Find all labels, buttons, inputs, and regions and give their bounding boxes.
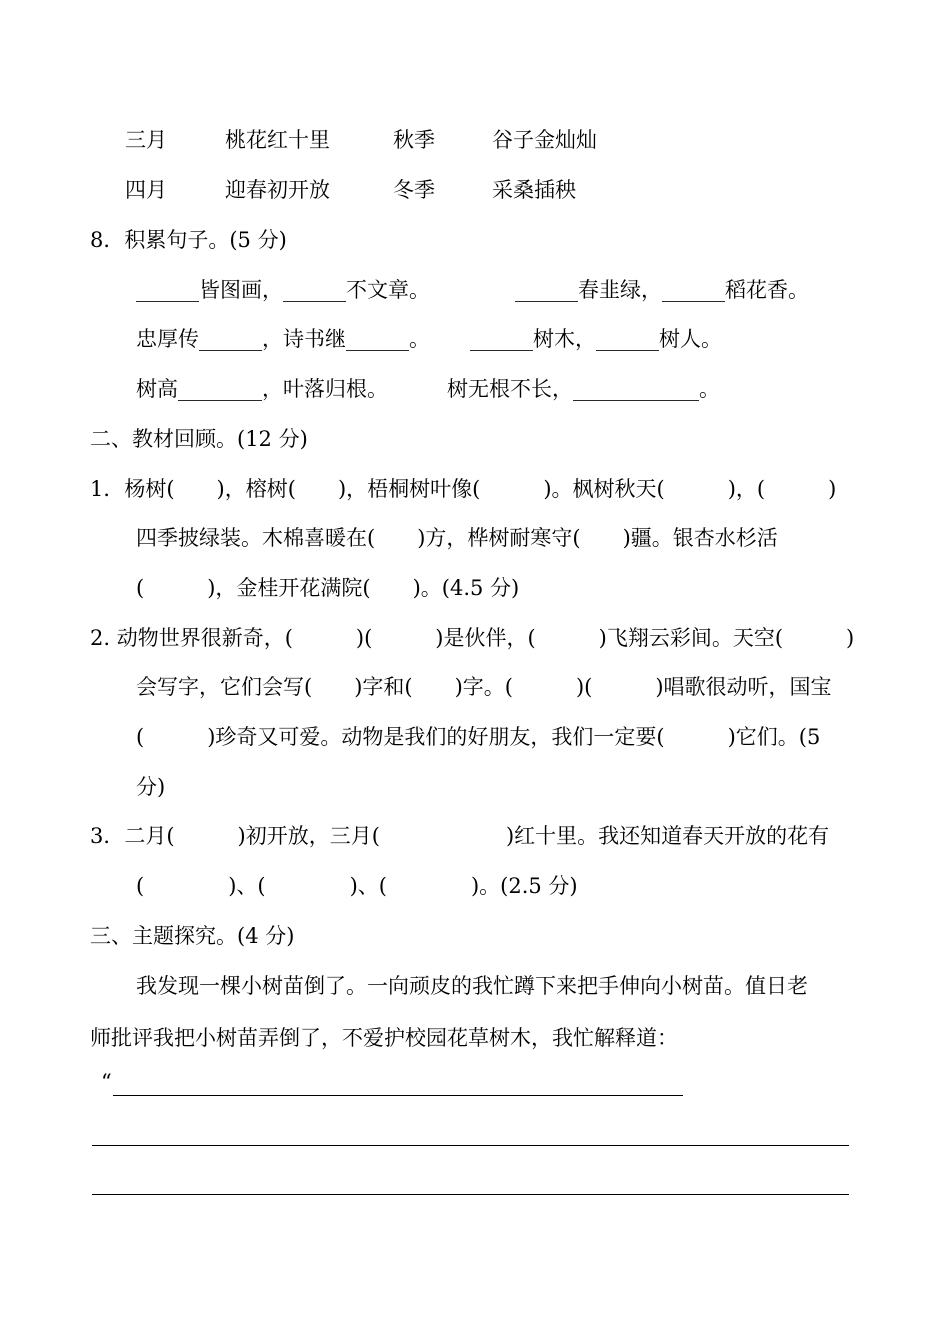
match-cell: 三月 bbox=[125, 128, 167, 152]
q8-line-2a: 忠厚传______，诗书继______。 bbox=[136, 327, 430, 351]
match-cell: 谷子金灿灿 bbox=[492, 128, 597, 152]
q8-line-1b: ______春韭绿，______稻花香。 bbox=[515, 278, 809, 302]
answer-line-3[interactable] bbox=[92, 1194, 849, 1195]
q8-line-3a: 树高________，叶落归根。 bbox=[136, 377, 388, 401]
s3-paragraph-line-2: 师批评我把小树苗弄倒了，不爱护校园花草树木，我忙解释道： bbox=[90, 1026, 678, 1050]
answer-line-1[interactable] bbox=[113, 1095, 683, 1096]
s2-q3-line-2: ( )、( )、( )。(2.5 分) bbox=[136, 874, 578, 898]
section-2-title: 二、教材回顾。(12 分) bbox=[90, 427, 308, 451]
match-cell: 采桑插秧 bbox=[492, 178, 576, 202]
s2-q2-line-2: 会写字，它们会写( )字和( )字。( )( )唱歌很动听，国宝 bbox=[136, 675, 832, 699]
match-cell: 四月 bbox=[125, 178, 167, 202]
opening-quote-mark: “ bbox=[101, 1070, 112, 1094]
match-cell: 冬季 bbox=[393, 178, 435, 202]
s2-q1-line-1: 1．杨树( )，榕树( )，梧桐树叶像( )。枫树秋天( )，( ) bbox=[90, 477, 837, 501]
match-cell: 迎春初开放 bbox=[225, 178, 330, 202]
section-3-title: 三、主题探究。(4 分) bbox=[90, 924, 295, 948]
match-cell: 秋季 bbox=[393, 128, 435, 152]
s2-q2-line-1: 2. 动物世界很新奇，( )( )是伙伴，( )飞翔云彩间。天空( ) bbox=[90, 626, 855, 650]
q8-line-3b: 树无根不长，____________。 bbox=[447, 377, 720, 401]
s2-q1-line-2: 四季披绿装。木棉喜暖在( )方，桦树耐寒守( )疆。银杏水杉活 bbox=[136, 526, 778, 550]
match-cell: 桃花红十里 bbox=[225, 128, 330, 152]
q8-line-1a: ______皆图画，______不文章。 bbox=[136, 278, 430, 302]
s2-q2-line-4: 分) bbox=[136, 775, 166, 799]
answer-line-2[interactable] bbox=[92, 1145, 849, 1146]
s3-paragraph-line-1: 我发现一棵小树苗倒了。一向顽皮的我忙蹲下来把手伸向小树苗。值日老 bbox=[136, 974, 808, 998]
q8-line-2b: ______树木，______树人。 bbox=[470, 327, 722, 351]
s2-q1-line-3: ( )，金桂开花满院( )。(4.5 分) bbox=[136, 576, 520, 600]
s2-q3-line-1: 3．二月( )初开放，三月( )红十里。我还知道春天开放的花有 bbox=[90, 824, 830, 848]
s2-q2-line-3: ( )珍奇又可爱。动物是我们的好朋友，我们一定要( )它们。(5 bbox=[136, 725, 821, 749]
question-8-title: 8．积累句子。(5 分) bbox=[90, 228, 287, 252]
